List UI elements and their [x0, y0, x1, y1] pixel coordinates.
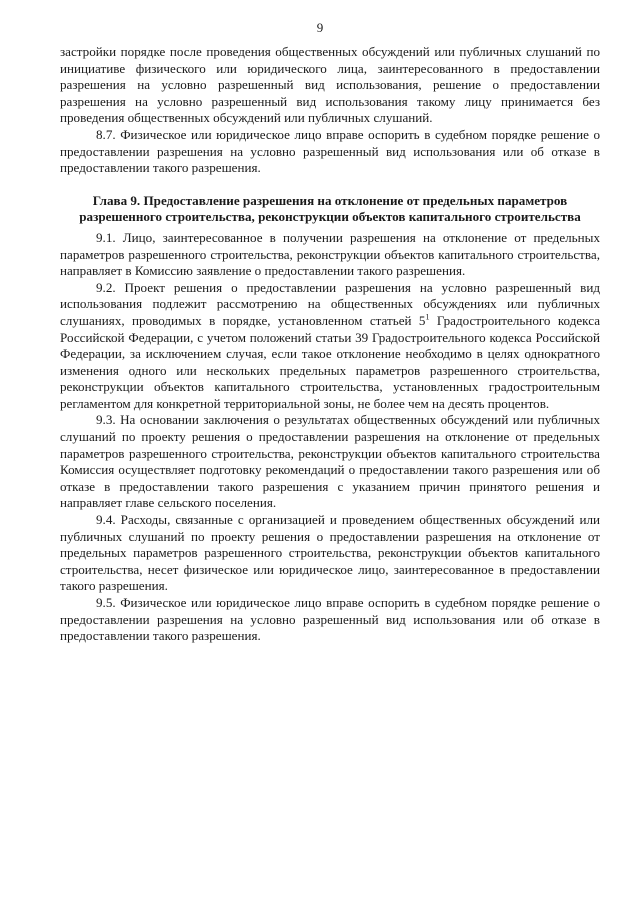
paragraph-8-7: 8.7. Физическое или юридическое лицо вправе оспорить в судебном порядке решение о предоставлении разрешения на условно разрешенный вид использования или об отказе в предоставлении такого разрешения.	[60, 126, 600, 176]
article-superscript: 1	[425, 312, 430, 322]
paragraph-9-2	[60, 280, 600, 413]
paragraph-9-2-part-a: 9.2. Проект решения о предоставлении разрешения на условно разрешенный вид использования подлежит рассмотрению на общественных обсуждениях или публичных слушаниях, проводимых в порядке, установленном статьей 5	[60, 279, 600, 328]
paragraph-9-3: 9.3. На основании заключения о результатах общественных обсуждений или публичных слушаний по проекту решения о предоставлении разрешения на отклонение от предельных параметров разрешенного строительства, реконструкции объектов капитального строительства Комиссия осуществляет подготовку рекомендаций о предоставлении такого разрешения или об отказе в предоставлении такого разрешения с указанием причин принятого решения и направляет главе сельского поселения.	[60, 412, 600, 511]
page-number: 9	[316, 20, 324, 35]
paragraph-9-4: 9.4. Расходы, связанные с организацией и проведением общественных обсуждений или публичных слушаний по проекту решения о предоставлении разрешения на отклонение от предельных параметров разрешенного строительства, реконструкции объектов капитального строительства, несет физическое или юридическое лицо, заинтересованное в предоставлении такого разрешения.	[60, 512, 600, 594]
paragraph-9-2-part-b: Градостроительного кодекса Российской Федерации, с учетом положений статьи 39 Градостроительного кодекса Российской Федерации, за исключением случая, если такое отклонение необходимо в целях однократного изменения одного или нескольких предельных параметров разрешенного строительства, реконструкции объектов капитального строительства, установленных градостроительным регламентом для конкретной территориальной зоны, не более чем на десять процентов.	[60, 312, 601, 411]
paragraph-continuation: застройки порядке после проведения общественных обсуждений или публичных слушаний по инициативе физического или юридического лица, заинтересованного в предоставлении разрешения на условно разрешенный вид использования, решение о предоставлении разрешения на условно разрешенный вид использования такому лицу принимается без проведения общественных обсуждений или публичных слушаний.	[60, 44, 600, 126]
paragraph-9-1: 9.1. Лицо, заинтересованное в получении разрешения на отклонение от предельных параметров разрешенного строительства, реконструкции объектов капитального строительства, направляет в Комиссию заявление о предоставлении такого разрешения.	[60, 229, 600, 279]
document-body	[60, 44, 600, 645]
paragraph-9-5: 9.5. Физическое или юридическое лицо вправе оспорить в судебном порядке решение о предоставлении разрешения на условно разрешенный вид использования или об отказе в предоставлении такого разрешения.	[60, 595, 600, 644]
chapter-9-heading: Глава 9. Предоставление разрешения на отклонение от предельных параметров разрешенного строительства, реконструкции объектов капитального строительства	[79, 192, 581, 225]
